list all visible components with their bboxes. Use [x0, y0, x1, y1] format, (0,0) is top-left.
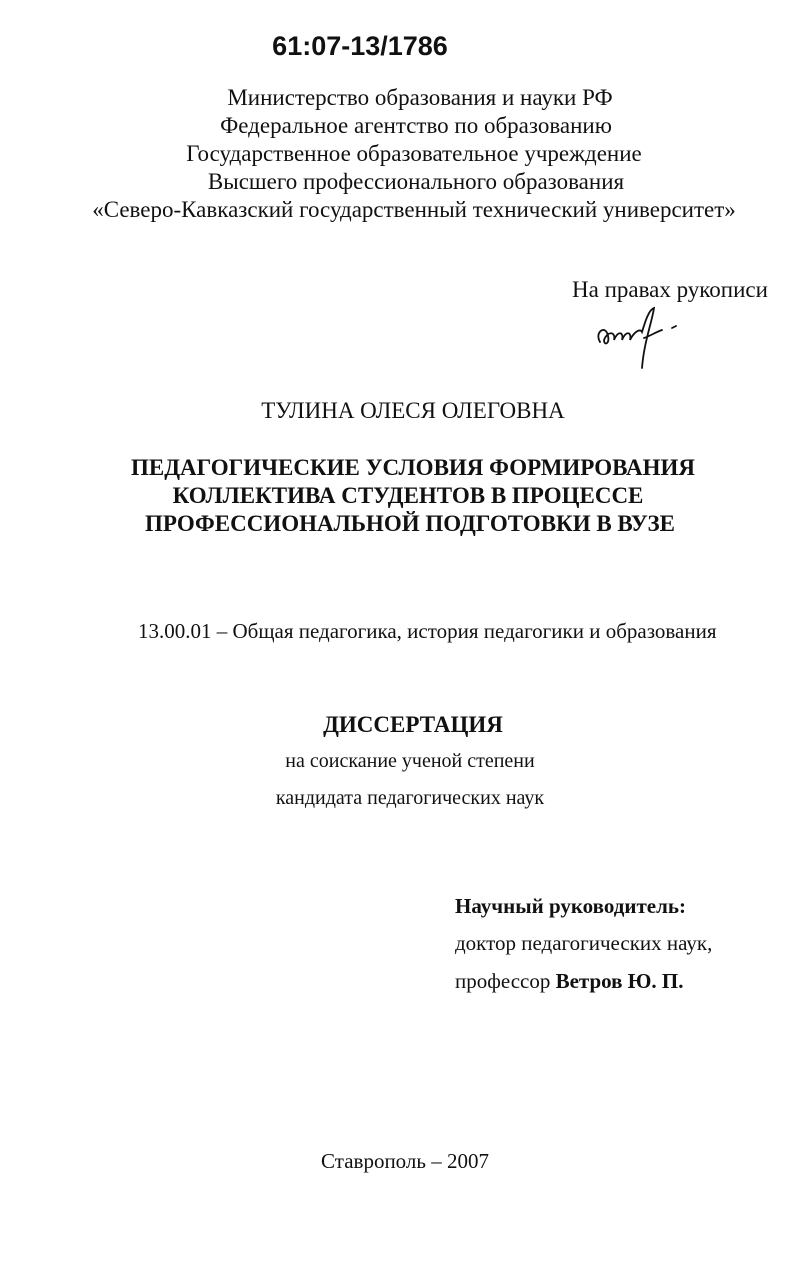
- institution-line: «Северо-Кавказский государственный технический университет»: [92, 197, 736, 222]
- city-year: Ставрополь – 2007: [321, 1149, 489, 1173]
- supervisor-label: Научный руководитель:: [455, 894, 686, 918]
- institution-line: Высшего профессионального образования: [207, 169, 625, 194]
- title-line: ПЕДАГОГИЧЕСКИЕ УСЛОВИЯ ФОРМИРОВАНИЯ: [131, 455, 695, 480]
- supervisor-position: [455, 967, 683, 995]
- specialty: 13.00.01 – Общая педагогика, история педагогики и образования: [138, 619, 717, 643]
- title-line: ПРОФЕССИОНАЛЬНОЙ ПОДГОТОВКИ В ВУЗЕ: [145, 511, 675, 536]
- degree-line: кандидата педагогических наук: [275, 787, 545, 809]
- institution-line: Министерство образования и науки РФ: [227, 85, 613, 110]
- institution-line: Государственное образовательное учреждение: [186, 141, 642, 166]
- signature: [592, 302, 682, 372]
- work-type: ДИССЕРТАЦИЯ: [323, 712, 503, 737]
- author-name: ТУЛИНА ОЛЕСЯ ОЛЕГОВНА: [261, 398, 565, 423]
- manuscript-rights: На правах рукописи: [572, 277, 768, 302]
- title-line: КОЛЛЕКТИВА СТУДЕНТОВ В ПРОЦЕССЕ: [172, 483, 644, 508]
- supervisor-degree: доктор педагогических наук,: [455, 931, 713, 955]
- supervisor-name: Ветров Ю. П.: [555, 969, 684, 993]
- supervisor-rank: профессор: [455, 969, 551, 993]
- institution-line: Федеральное агентство по образованию: [220, 113, 612, 138]
- degree-line: на соискание ученой степени: [285, 750, 535, 772]
- document-code: 61:07-13/1786: [272, 31, 448, 61]
